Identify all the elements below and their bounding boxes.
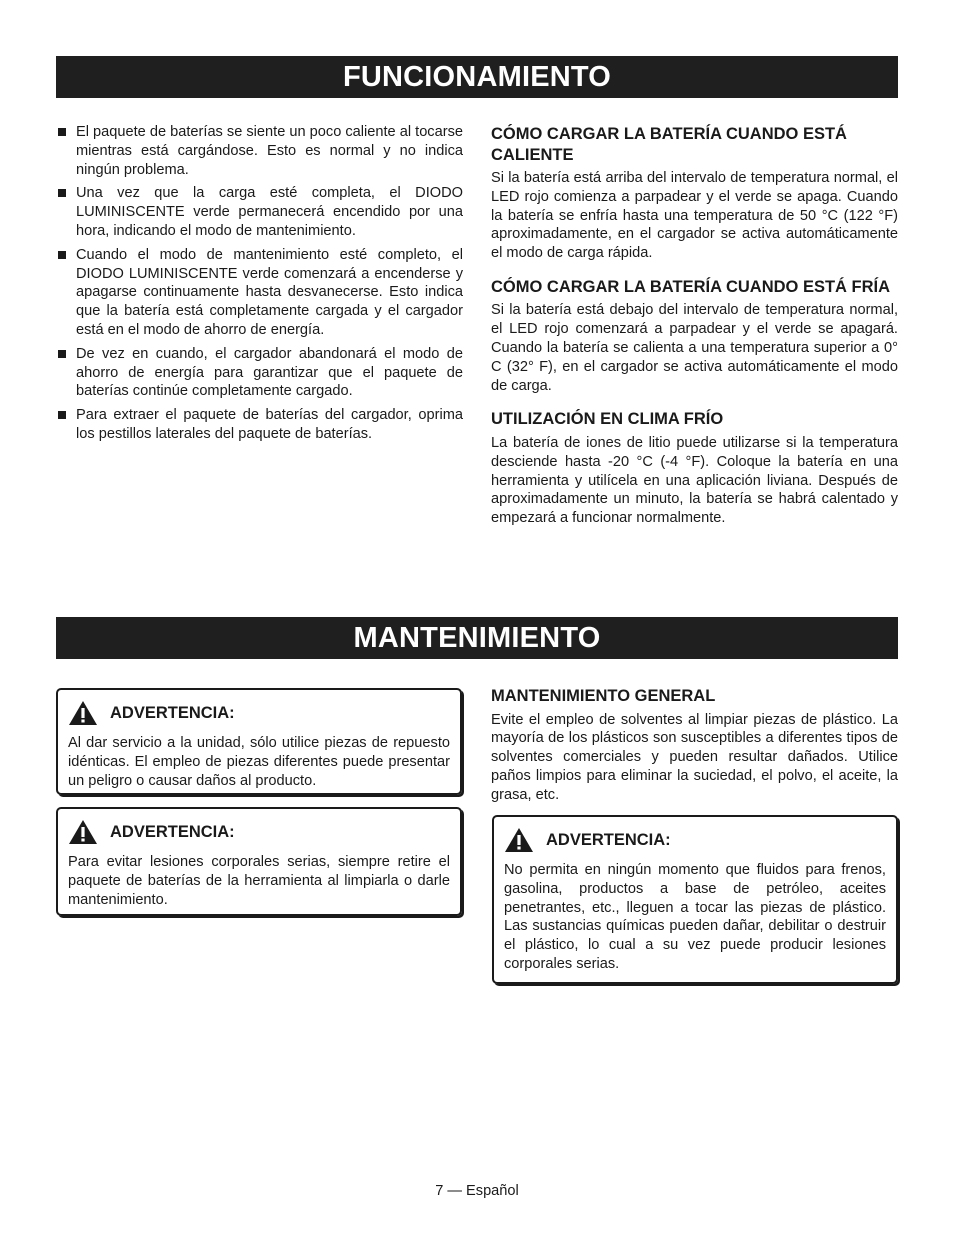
mantenimiento-banner: [56, 617, 898, 659]
warning-box-fluidos: [492, 815, 898, 984]
warning-text: Al dar servicio a la unidad, sólo utilice piezas de repuesto idénticas. El empleo de piezas diferentes puede presentar un peligro o causar daños al producto.: [68, 735, 450, 789]
mantenimiento-general-section: [491, 686, 898, 818]
warning-header: [504, 827, 886, 853]
section-text-clima-frio: La batería de iones de litio puede utilizarse si la temperatura desciende hasta -20 °C (-4 °F). Coloque la batería en una herramienta y utilícela en una aplicación liviana. Después de aproximadamente un minuto, la batería se habrá calentado y empezará a funcionar normalmente.: [491, 434, 898, 527]
mantenimiento-title: MANTENIMIENTO: [353, 622, 601, 654]
mantenimiento-general-text: Evite el empleo de solventes al limpiar piezas de plástico. La mayoría de los plásticos son susceptibles a diferentes tipos de solventes comerciales y pueden resultar dañados. Utilice paños limpios para eliminar la suciedad, el polvo, el aceite, la grasa, etc.: [491, 711, 898, 803]
section-text-fria: Si la batería está debajo del intervalo de temperatura normal, el LED rojo comenzará a parpadear y el verde se apagará. Cuando la batería se calienta a una temperatura superior a 0° C (32° F), en el cargador se activa automáticamente el modo de carga.: [491, 302, 898, 394]
bullet-item: Para extraer el paquete de baterías del cargador, oprima los pestillos laterales del paquete de baterías.: [56, 406, 463, 444]
funcionamiento-sections-column: [491, 124, 898, 542]
warning-text: Para evitar lesiones corporales serias, siempre retire el paquete de baterías de la herramienta al limpiarla o darle mantenimiento.: [68, 854, 450, 908]
bullet-item: De vez en cuando, el cargador abandonará el modo de ahorro de energía para garantizar que el paquete de baterías continúe completamente cargado.: [56, 345, 463, 401]
warning-label: ADVERTENCIA:: [110, 703, 235, 722]
warning-label: ADVERTENCIA:: [546, 830, 671, 849]
square-bullet-icon: [58, 189, 66, 197]
bullet-item: Cuando el modo de mantenimiento esté completo, el DIODO LUMINISCENTE verde comenzará a encenderse y apagarse continuamente hasta desvanecerse. Esto indica que la batería está completamente cargada y el cargador está en el modo de ahorro de energía.: [56, 246, 463, 340]
square-bullet-icon: [58, 128, 66, 136]
page-footer: [0, 1183, 954, 1199]
warning-label: ADVERTENCIA:: [110, 822, 235, 841]
bullet-item: Una vez que la carga esté completa, el DIODO LUMINISCENTE verde permanecerá encendido por una hora, indicando el modo de mantenimiento.: [56, 184, 463, 240]
warning-box-repuesto: [56, 688, 462, 795]
bullet-item: El paquete de baterías se siente un poco caliente al tocarse mientras está cargándose. Esto es normal y no indica ningún problema.: [56, 123, 463, 179]
warning-header: [68, 700, 450, 726]
square-bullet-icon: [58, 411, 66, 419]
section-heading-clima-frio: UTILIZACIÓN EN CLIMA FRÍO: [491, 410, 724, 429]
warning-triangle-icon: [68, 700, 98, 726]
funcionamiento-title: FUNCIONAMIENTO: [342, 61, 612, 93]
square-bullet-icon: [58, 251, 66, 259]
warning-box-lesiones: [56, 807, 462, 916]
section-text-caliente: Si la batería está arriba del intervalo de temperatura normal, el LED rojo comienza a parpadear y el verde se apaga. Cuando la batería se enfría hasta una temperatura de 50 °C (122 °F) aproximadamente, en el cargador se activa automáticamente el modo de carga rápida.: [491, 170, 898, 262]
warning-triangle-icon: [504, 827, 534, 853]
page-number: 7 — Español: [435, 1183, 519, 1199]
warning-triangle-icon: [68, 819, 98, 845]
warning-header: [68, 819, 450, 845]
warning-text: No permita en ningún momento que fluidos para frenos, gasolina, productos a base de petróleo, aceites penetrantes, etc., lleguen a tocar las piezas de plástico. Las sustancias químicas pueden dañar, debilitar o destruir el plástico, lo cual a su vez puede producir lesiones corporales serias.: [504, 862, 886, 972]
funcionamiento-bullet-list-column: [56, 123, 463, 449]
section-heading-fria: CÓMO CARGAR LA BATERÍA CUANDO ESTÁ FRÍA: [491, 277, 891, 296]
square-bullet-icon: [58, 350, 66, 358]
funcionamiento-banner: [56, 56, 898, 98]
mantenimiento-general-heading: MANTENIMIENTO GENERAL: [491, 687, 716, 705]
funcionamiento-bullet-list: [56, 123, 463, 444]
section-heading-caliente: CÓMO CARGAR LA BATERÍA CUANDO ESTÁ CALIENTE: [491, 125, 847, 164]
